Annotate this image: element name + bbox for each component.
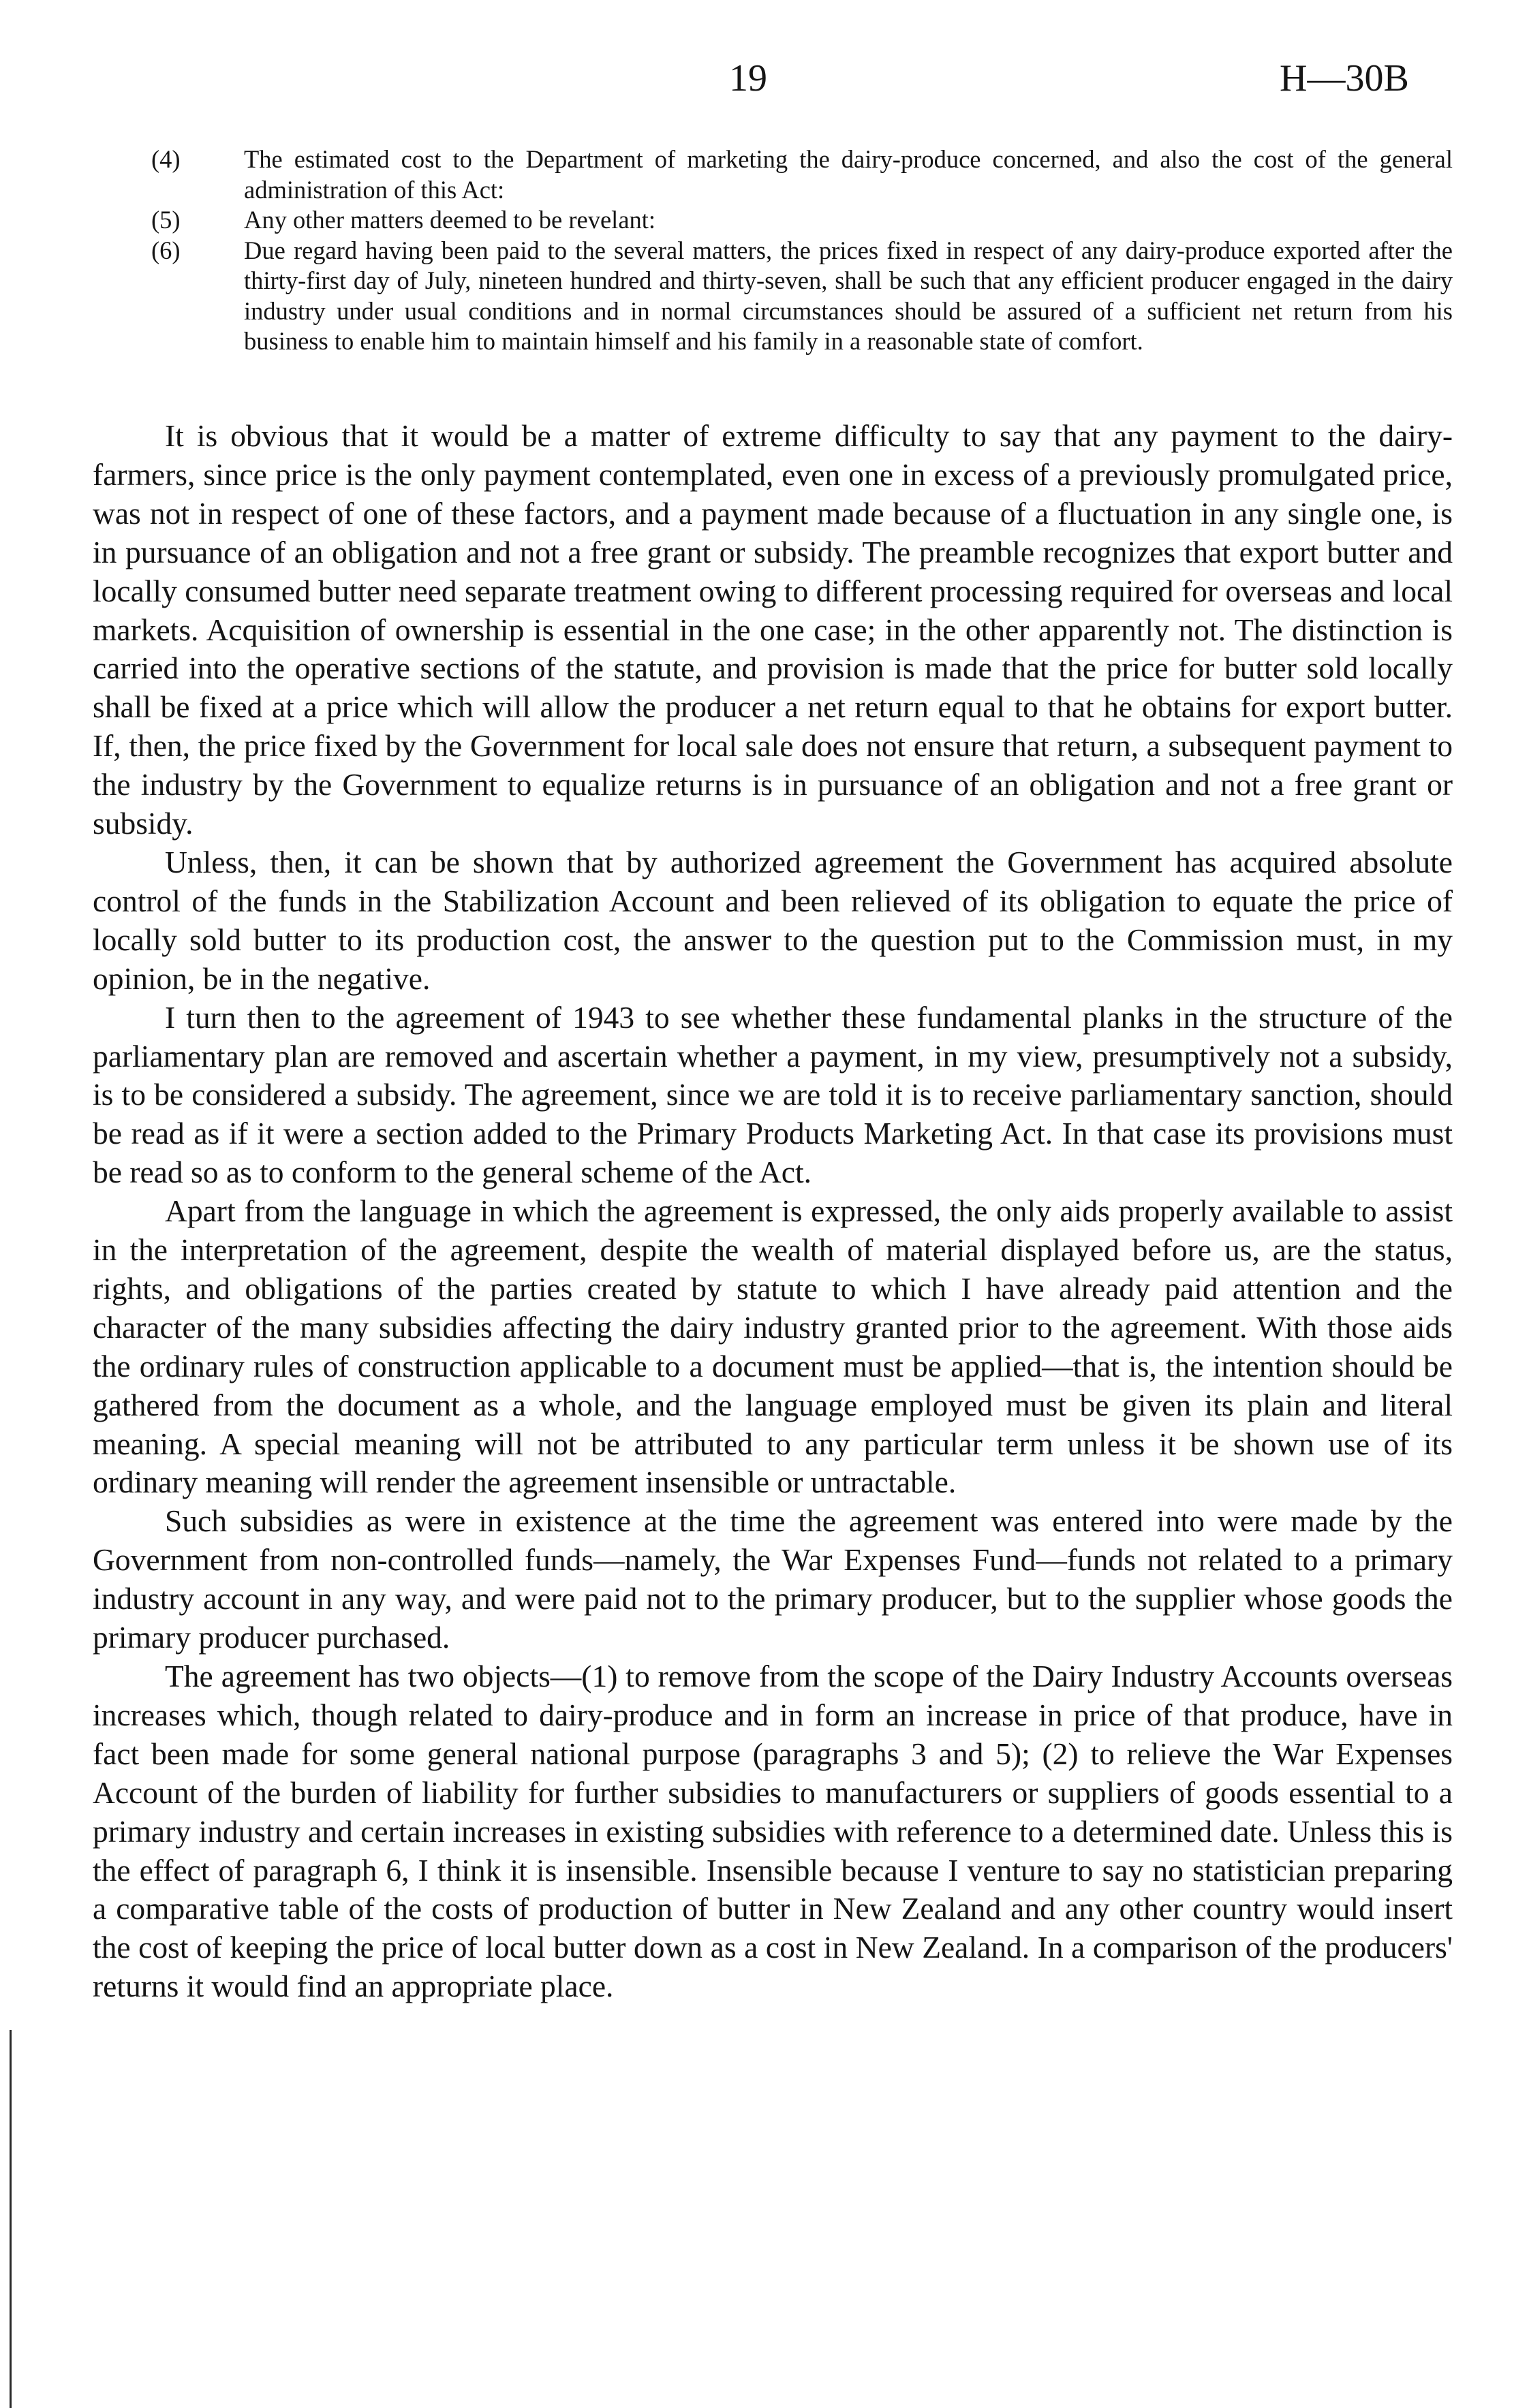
page-number: 19 <box>729 57 767 99</box>
clause-text: Due regard having been paid to the several matters, the prices fixed in respect of any dairy-produce exported after the thirty-first day of July, nineteen hundred and thirty-seven, shall be such that any efficient producer engaged in the dairy industry under usual conditions and in normal circumstances should be assured of a sufficient net return from his business to enable him to maintain himself and his family in a reasonable state of comfort. <box>244 236 1453 355</box>
statute-clauses <box>151 144 1453 357</box>
paragraph-agreement-objects: The agreement has two objects—(1) to remove from the scope of the Dairy Industry Accounts overseas increases which, though related to dairy-produce and in form an increase in price of that produce, have in fact been made for some general national purpose (paragraphs 3 and 5); (2) to relieve the War Expenses Account of the burden of liability for further subsidies to manufacturers or suppliers of goods essential to a primary industry and certain increases in existing subsidies with reference to a determined date. Unless this is the effect of paragraph 6, I think it is insensible. Insensible because I venture to say no statistician preparing a comparative table of the costs of production of butter in New Zealand and any other country would insert the cost of keeping the price of local butter down as a cost in New Zealand. In a comparison of the producers' returns it would find an appropriate place. <box>93 1659 1453 2004</box>
clause-5 <box>151 205 1453 236</box>
clause-number: (4) <box>151 145 181 173</box>
clause-6 <box>151 236 1453 357</box>
paragraph-stabilization-account: Unless, then, it can be shown that by authorized agreement the Government has acquired absolute control of the funds in the Stabilization Account and been relieved of its obligation to equate the price of locally sold butter to its production cost, the answer to the question put to the Commission must, in my opinion, be in the negative. <box>93 844 1453 996</box>
clause-number: (5) <box>151 206 181 234</box>
document-reference: H—30B <box>1280 57 1409 99</box>
scan-margin-line <box>10 2030 12 2408</box>
paragraph-interpretation-aids: Apart from the language in which the agreement is expressed, the only aids properly available to assist in the interpretation of the agreement, despite the wealth of material displayed before us, are the status, rights, and obligations of the parties created by statute to which I have already paid attention and the character of the many subsidies affecting the dairy industry granted prior to the agreement. With those aids the ordinary rules of construction applicable to a document must be applied—that is, the intention should be gathered from the document as a whole, and the language employed must be given its plain and literal meaning. A special meaning will not be attributed to any particular term unless it be shown use of its ordinary meaning will render the agreement insensible or untractable. <box>93 1193 1453 1500</box>
paragraph-obvious-difficulty: It is obvious that it would be a matter of extreme difficulty to say that any payment to the dairy-farmers, since price is the only payment contemplated, even one in excess of a previously promulgated price, was not in respect of one of these factors, and a payment made because of a fluctuation in any single one, is in pursuance of an obligation and not a free grant or subsidy. The preamble recognizes that export butter and locally consumed butter need separate treatment owing to different processing required for overseas and local markets. Acquisition of ownership is essential in the one case; in the other apparently not. The distinction is carried into the operative sections of the statute, and provision is made that the price for butter sold locally shall be fixed at a price which will allow the producer a net return equal to that he obtains for export butter. If, then, the price fixed by the Government for local sale does not ensure that return, a subsequent payment to the industry by the Government to equalize returns is in pursuance of an obligation and not a free grant or subsidy. <box>93 418 1453 841</box>
clause-4 <box>151 144 1453 205</box>
paragraph-existing-subsidies: Such subsidies as were in existence at the time the agreement was entered into were made by the Government from non-controlled funds—namely, the War Expenses Fund—funds not related to a primary industry account in any way, and were paid not to the primary producer, but to the supplier whose goods the primary producer purchased. <box>93 1503 1453 1655</box>
paragraph-agreement-1943: I turn then to the agreement of 1943 to see whether these fundamental planks in the structure of the parliamentary plan are removed and ascertain whether a payment, in my view, presumptively not a subsidy, is to be considered a subsidy. The agreement, since we are told it is to receive parliamentary sanction, should be read as if it were a section added to the Primary Products Marketing Act. In that case its provisions must be read so as to conform to the general scheme of the Act. <box>93 999 1453 1190</box>
clause-number: (6) <box>151 236 181 264</box>
clause-text: The estimated cost to the Department of marketing the dairy-produce concerned, and also the cost of the general administration of this Act: <box>244 145 1453 204</box>
body-text <box>93 417 1453 2006</box>
clause-text: Any other matters deemed to be revelant: <box>244 206 656 234</box>
